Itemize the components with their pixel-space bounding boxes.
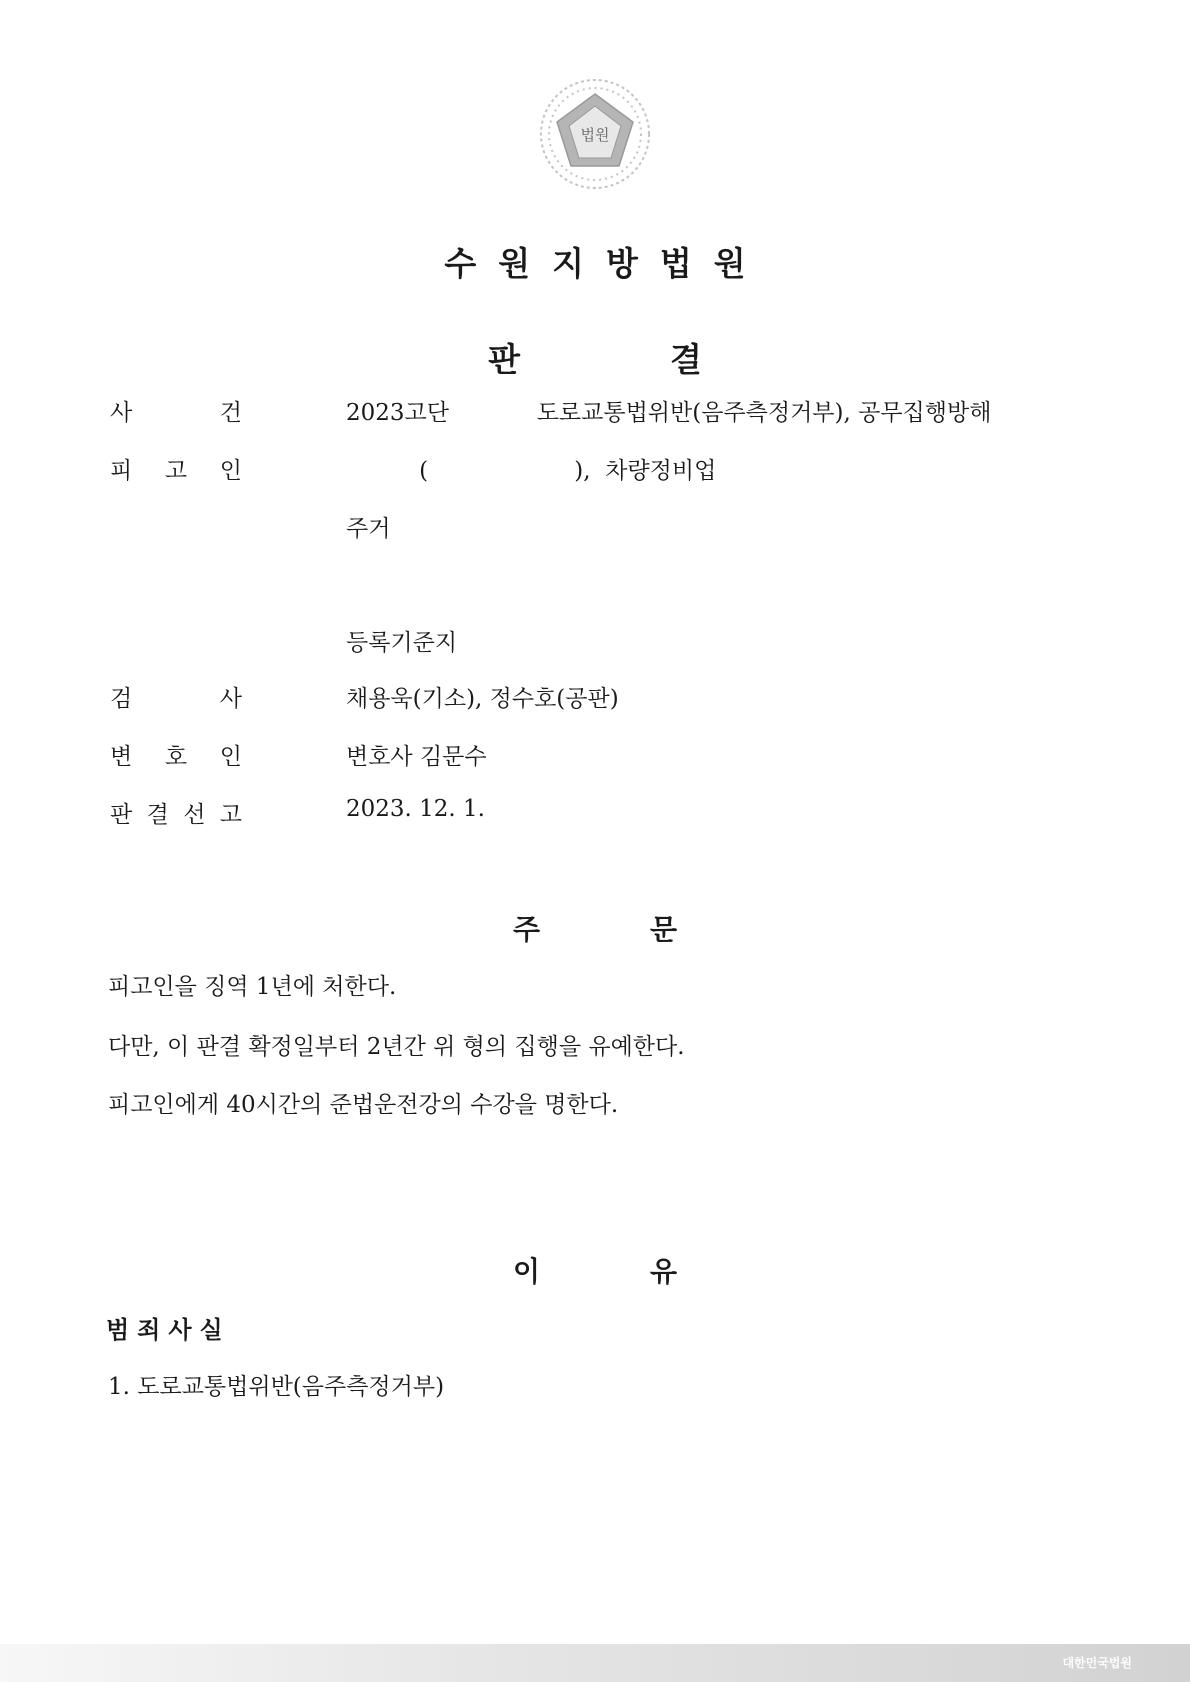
seal-label: 법원 <box>580 126 610 144</box>
crime-facts-heading: 범죄사실 <box>106 1316 231 1344</box>
crime-item-1: 1. 도로교통법위반(음주측정거부) <box>108 1374 445 1400</box>
court-seal-icon <box>535 74 655 194</box>
court-name: 수원지방법원 <box>444 244 768 283</box>
order-line-2: 다만, 이 판결 확정일부터 2년간 위 형의 집행을 유예한다. <box>108 1034 685 1060</box>
document-title: 판결 <box>488 340 852 379</box>
sentencing-date-label: 판 결 선 고 <box>110 802 242 828</box>
case-label: 사 건 <box>110 400 242 426</box>
defendant-value: ( ), 차량정비업 <box>346 458 717 484</box>
footer-watermark: 대한민국법원 <box>1062 1656 1132 1670</box>
prosecutor-label: 검 사 <box>110 686 242 712</box>
defendant-label: 피 고 인 <box>110 458 242 484</box>
sentencing-date-value: 2023. 12. 1. <box>346 796 485 822</box>
registration-label: 등록기준지 <box>346 630 458 656</box>
order-heading: 주문 <box>512 913 788 946</box>
footer-bar <box>0 1644 1190 1682</box>
prosecutor-value: 채용욱(기소), 정수호(공판) <box>346 686 619 712</box>
order-line-3: 피고인에게 40시간의 준법운전강의 수강을 명한다. <box>108 1092 619 1118</box>
order-line-1: 피고인을 징역 1년에 처한다. <box>108 974 397 1000</box>
case-value: 2023고단 도로교통법위반(음주측정거부), 공무집행방해 <box>346 400 992 426</box>
reasons-heading: 이유 <box>512 1255 788 1288</box>
address-label: 주거 <box>346 516 391 542</box>
counsel-value: 변호사 김문수 <box>346 744 487 770</box>
counsel-label: 변 호 인 <box>110 744 242 770</box>
